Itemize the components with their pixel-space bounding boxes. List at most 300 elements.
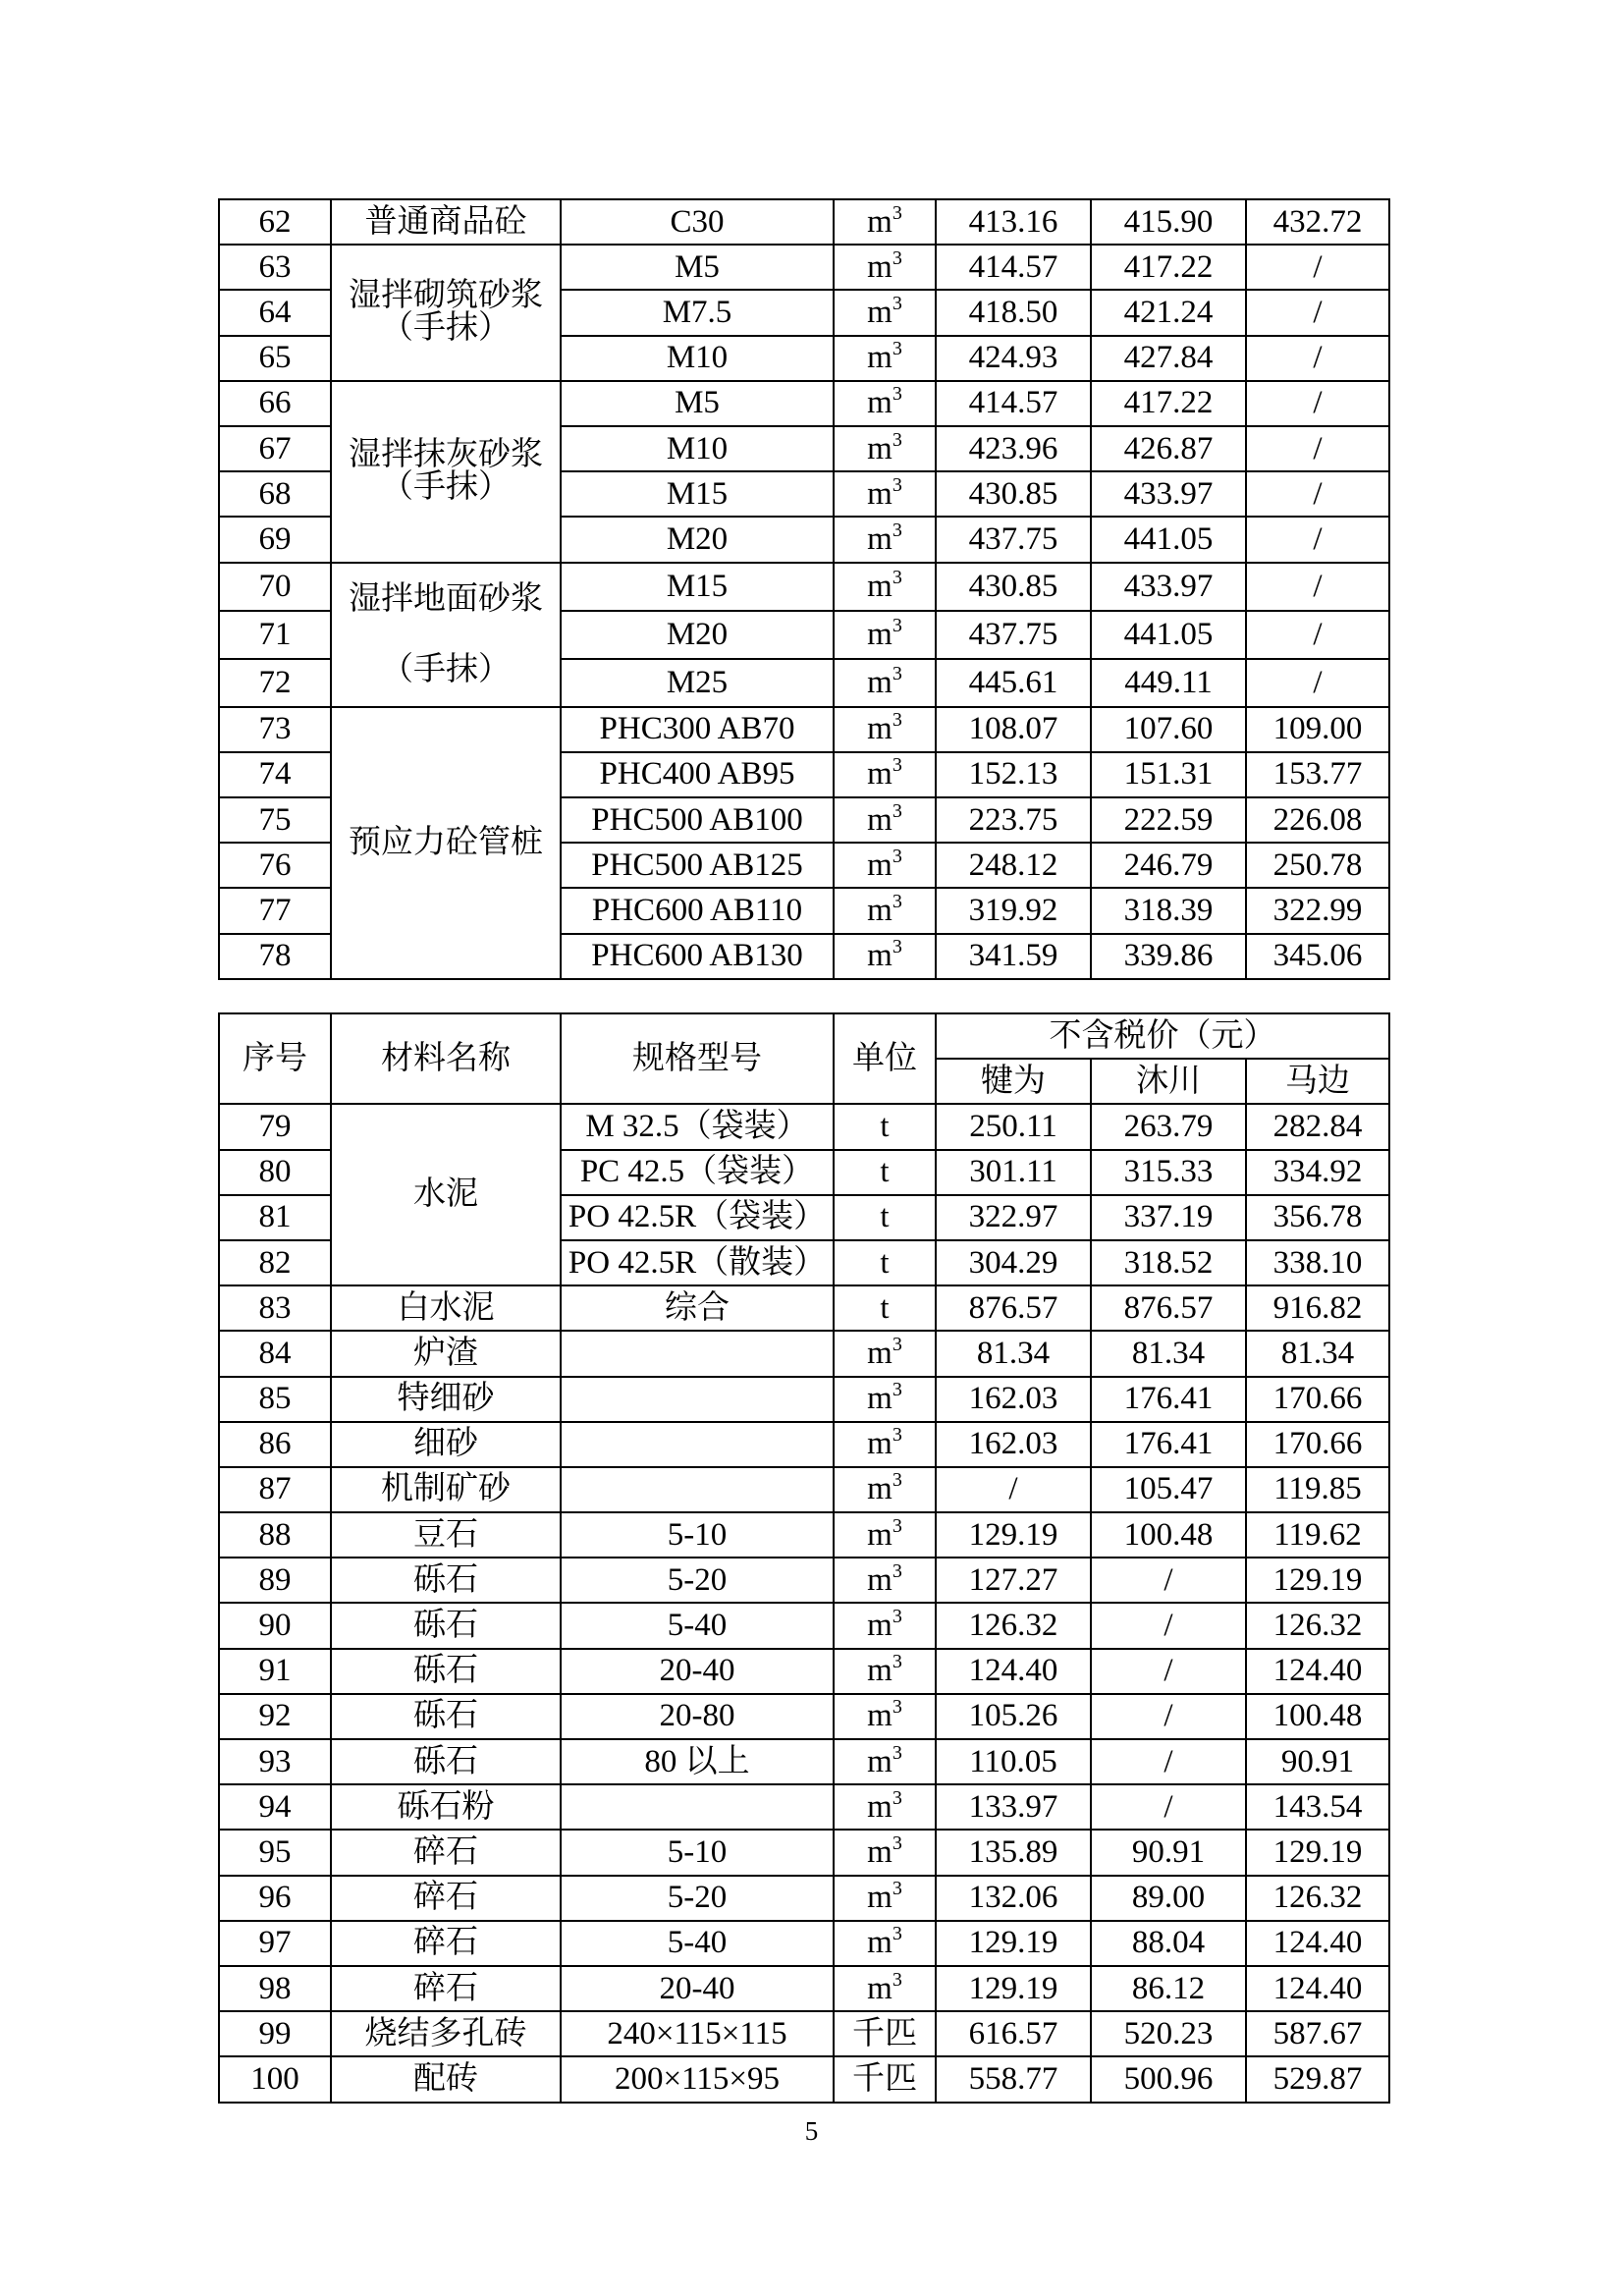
spec-cell: C30 [561,199,834,245]
unit-cell [834,1422,936,1467]
row-number: 75 [219,797,331,843]
spec-cell: PHC500 AB125 [561,843,834,888]
price-mabian: 282.84 [1246,1104,1389,1149]
price-mabian: 90.91 [1246,1739,1389,1784]
price-mabian: 345.06 [1246,934,1389,979]
unit-text: m [867,711,893,747]
row-number: 89 [219,1558,331,1603]
price-qianwei: 132.06 [936,1876,1091,1921]
unit-text: 千匹 [852,2060,917,2097]
unit-exponent: 3 [892,566,902,588]
unit-cell [834,517,936,562]
unit-text: t [880,1289,890,1326]
price-mabian: 126.32 [1246,1876,1389,1921]
table-row [219,1331,1389,1376]
unit-cell [834,1603,936,1648]
table-row [219,1921,1389,1966]
price-muchuan: 86.12 [1091,1966,1246,2011]
material-name: 白水泥 [331,1285,561,1331]
spec-cell: PHC600 AB130 [561,934,834,979]
row-number: 100 [219,2056,331,2102]
unit-text: m [867,1335,893,1371]
spec-cell [561,1467,834,1512]
unit-exponent: 3 [892,1559,902,1582]
row-number: 85 [219,1377,331,1422]
price-mabian: 126.32 [1246,1603,1389,1648]
table-row [219,1649,1389,1694]
price-qianwei: 162.03 [936,1422,1091,1467]
row-number: 95 [219,1830,331,1875]
unit-cell [834,1104,936,1149]
unit-exponent: 3 [892,1514,902,1537]
unit-text: m [867,1970,893,2006]
row-number: 98 [219,1966,331,2011]
material-name-group-line1: 湿拌砌筑砂浆 [349,278,543,314]
price-muchuan: / [1091,1649,1246,1694]
unit-cell [834,563,936,611]
price-muchuan: 433.97 [1091,563,1246,611]
price-mabian: 916.82 [1246,1285,1389,1331]
row-number: 87 [219,1467,331,1512]
price-qianwei: 304.29 [936,1240,1091,1285]
price-muchuan: / [1091,1739,1246,1784]
row-number: 66 [219,381,331,426]
header-price-excl-tax: 不含税价（元） [936,1013,1389,1059]
unit-text: m [867,664,893,700]
unit-exponent: 3 [892,614,902,636]
unit-exponent: 3 [892,799,902,822]
price-qianwei: 162.03 [936,1377,1091,1422]
unit-cell [834,1784,936,1830]
spec-cell: 20-40 [561,1966,834,2011]
unit-cell [834,199,936,245]
material-name: 炉渣 [331,1331,561,1376]
unit-cell [834,426,936,471]
unit-text: m [867,475,893,512]
material-name: 烧结多孔砖 [331,2011,561,2056]
unit-text: m [867,1471,893,1507]
row-number: 65 [219,336,331,381]
price-muchuan: 415.90 [1091,199,1246,245]
table2-header [219,1013,1389,1104]
price-mabian: 143.54 [1246,1784,1389,1830]
price-muchuan: / [1091,1603,1246,1648]
unit-exponent: 3 [892,754,902,777]
row-number: 73 [219,707,331,752]
price-muchuan: 876.57 [1091,1285,1246,1331]
row-number: 69 [219,517,331,562]
table-row [219,1603,1389,1648]
price-mabian: 100.48 [1246,1694,1389,1739]
unit-cell [834,1649,936,1694]
header-city-qianwei: 犍为 [936,1059,1091,1104]
unit-cell [834,1558,936,1603]
unit-cell [834,2011,936,2056]
table1-body [219,199,1389,979]
header-no: 序号 [219,1013,331,1104]
spec-cell: M10 [561,426,834,471]
spec-cell: 5-40 [561,1921,834,1966]
price-mabian: / [1246,563,1389,611]
page-number: 5 [804,2116,819,2146]
price-muchuan: 81.34 [1091,1331,1246,1376]
table-row [219,1467,1389,1512]
price-muchuan: 100.48 [1091,1512,1246,1558]
price-qianwei: 250.11 [936,1104,1091,1149]
price-qianwei: 319.92 [936,888,1091,933]
unit-cell [834,1467,936,1512]
unit-exponent: 3 [892,1878,902,1900]
unit-exponent: 3 [892,1379,902,1401]
material-name: 细砂 [331,1422,561,1467]
price-muchuan: 339.86 [1091,934,1246,979]
price-mabian: 356.78 [1246,1195,1389,1240]
unit-cell [834,381,936,426]
unit-cell [834,797,936,843]
material-name: 机制矿砂 [331,1467,561,1512]
unit-exponent: 3 [892,519,902,541]
spec-cell: PO 42.5R（袋装） [561,1195,834,1240]
price-qianwei: 430.85 [936,563,1091,611]
unit-exponent: 3 [892,1469,902,1492]
price-mabian: / [1246,659,1389,707]
table-row [219,245,1389,290]
unit-cell [834,707,936,752]
material-name: 砾石粉 [331,1784,561,1830]
price-qianwei: 129.19 [936,1966,1091,2011]
price-muchuan: 427.84 [1091,336,1246,381]
price-mabian: 124.40 [1246,1921,1389,1966]
price-mabian: 119.62 [1246,1512,1389,1558]
row-number: 62 [219,199,331,245]
unit-text: m [867,756,893,793]
spec-cell: PHC300 AB70 [561,707,834,752]
row-number: 92 [219,1694,331,1739]
price-qianwei: 423.96 [936,426,1091,471]
price-mabian: 587.67 [1246,2011,1389,2056]
price-mabian: 109.00 [1246,707,1389,752]
unit-exponent: 3 [892,1651,902,1673]
price-qianwei: 430.85 [936,471,1091,517]
spec-cell: PHC400 AB95 [561,752,834,797]
price-mabian: 124.40 [1246,1649,1389,1694]
price-table-continued [218,198,1390,980]
table-row [219,563,1389,611]
material-name-group: 预应力砼管桩 [331,707,561,979]
material-name: 特细砂 [331,1377,561,1422]
price-muchuan: / [1091,1694,1246,1739]
material-name: 砾石 [331,1694,561,1739]
unit-text: m [867,1381,893,1417]
header-city-mabian: 马边 [1246,1059,1389,1104]
unit-exponent: 3 [892,1741,902,1764]
price-mabian: / [1246,471,1389,517]
unit-cell [834,471,936,517]
row-number: 63 [219,245,331,290]
unit-text: m [867,340,893,376]
row-number: 88 [219,1512,331,1558]
unit-text: m [867,1653,893,1689]
unit-exponent: 3 [892,662,902,684]
price-mabian: 119.85 [1246,1467,1389,1512]
spec-cell: 5-40 [561,1603,834,1648]
row-number: 81 [219,1195,331,1240]
price-muchuan: 441.05 [1091,611,1246,659]
table-row [219,2056,1389,2102]
spec-cell: PC 42.5（袋装） [561,1150,834,1195]
price-muchuan: 449.11 [1091,659,1246,707]
spec-cell: 20-40 [561,1649,834,1694]
row-number: 80 [219,1150,331,1195]
unit-text: m [867,1788,893,1825]
unit-exponent: 3 [892,709,902,732]
price-qianwei: 616.57 [936,2011,1091,2056]
price-mabian: 432.72 [1246,199,1389,245]
row-number: 71 [219,611,331,659]
price-mabian: / [1246,611,1389,659]
unit-exponent: 3 [892,1786,902,1809]
price-muchuan: 433.97 [1091,471,1246,517]
price-qianwei: 110.05 [936,1739,1091,1784]
table-row [219,1876,1389,1921]
unit-cell [834,1512,936,1558]
material-name: 砾石 [331,1603,561,1648]
unit-text: m [867,1516,893,1553]
material-name-group-line2: （手抹） [381,652,511,688]
spec-cell [561,1377,834,1422]
spec-cell: 20-80 [561,1694,834,1739]
table-row [219,1512,1389,1558]
material-name: 豆石 [331,1512,561,1558]
price-mabian: 529.87 [1246,2056,1389,2102]
material-name: 砾石 [331,1558,561,1603]
price-qianwei: 322.97 [936,1195,1091,1240]
table-row [219,1285,1389,1331]
row-number: 64 [219,290,331,335]
price-muchuan: 176.41 [1091,1377,1246,1422]
spec-cell: 5-10 [561,1830,834,1875]
row-number: 93 [219,1739,331,1784]
spec-cell: 240×115×115 [561,2011,834,2056]
table-row [219,1966,1389,2011]
row-number: 99 [219,2011,331,2056]
price-muchuan: / [1091,1784,1246,1830]
row-number: 72 [219,659,331,707]
unit-text: m [867,847,893,883]
material-name-group [331,245,561,381]
spec-cell: 5-10 [561,1512,834,1558]
table-row [219,2011,1389,2056]
row-number: 68 [219,471,331,517]
spec-cell: M 32.5（袋装） [561,1104,834,1149]
row-number: 90 [219,1603,331,1648]
price-table [218,1012,1390,2104]
material-name-group-line1: 湿拌地面砂浆 [349,580,543,617]
unit-cell [834,1285,936,1331]
price-muchuan: 89.00 [1091,1876,1246,1921]
price-mabian: / [1246,426,1389,471]
price-qianwei: 424.93 [936,336,1091,381]
material-name: 碎石 [331,1966,561,2011]
unit-text: m [867,938,893,974]
unit-text: m [867,568,893,604]
unit-cell [834,1195,936,1240]
unit-exponent: 3 [892,1333,902,1355]
price-muchuan: 318.39 [1091,888,1246,933]
price-mabian: 334.92 [1246,1150,1389,1195]
price-qianwei: 248.12 [936,843,1091,888]
price-qianwei: 445.61 [936,659,1091,707]
material-name: 配砖 [331,2056,561,2102]
unit-text: 千匹 [852,2015,917,2051]
unit-exponent: 3 [892,383,902,406]
price-muchuan: 176.41 [1091,1422,1246,1467]
price-qianwei: 126.32 [936,1603,1091,1648]
row-number: 91 [219,1649,331,1694]
price-qianwei: 129.19 [936,1921,1091,1966]
spec-cell: 5-20 [561,1876,834,1921]
unit-text: t [880,1199,890,1235]
material-name-group [331,381,561,563]
price-qianwei: 105.26 [936,1694,1091,1739]
unit-text: m [867,294,893,330]
price-mabian: / [1246,381,1389,426]
price-qianwei: 413.16 [936,199,1091,245]
price-qianwei: 414.57 [936,245,1091,290]
material-name: 普通商品砼 [331,199,561,245]
price-mabian: 81.34 [1246,1331,1389,1376]
unit-text: m [867,1925,893,1961]
table-row [219,1558,1389,1603]
material-name: 碎石 [331,1830,561,1875]
price-qianwei: 81.34 [936,1331,1091,1376]
price-muchuan: 246.79 [1091,843,1246,888]
price-qianwei: 135.89 [936,1830,1091,1875]
table-row [219,1694,1389,1739]
unit-text: m [867,1698,893,1734]
row-number: 78 [219,934,331,979]
unit-cell [834,1331,936,1376]
unit-exponent: 3 [892,936,902,958]
unit-text: m [867,520,893,557]
price-mabian: 338.10 [1246,1240,1389,1285]
spec-cell [561,1784,834,1830]
material-name: 砾石 [331,1649,561,1694]
unit-text: t [880,1154,890,1190]
header-spec: 规格型号 [561,1013,834,1104]
spec-cell: M5 [561,245,834,290]
spec-cell: M15 [561,563,834,611]
price-qianwei: 437.75 [936,517,1091,562]
table-row [219,1377,1389,1422]
unit-exponent: 3 [892,1606,902,1628]
row-number: 79 [219,1104,331,1149]
price-qianwei: 108.07 [936,707,1091,752]
unit-text: m [867,430,893,466]
price-muchuan: 426.87 [1091,426,1246,471]
unit-cell [834,245,936,290]
price-mabian: 226.08 [1246,797,1389,843]
row-number: 84 [219,1331,331,1376]
table-row [219,381,1389,426]
unit-exponent: 3 [892,845,902,867]
unit-cell [834,1377,936,1422]
unit-cell [834,1876,936,1921]
unit-cell [834,843,936,888]
price-muchuan: 222.59 [1091,797,1246,843]
material-name-group-line1: 湿拌抹灰砂浆 [349,437,543,473]
header-material-name: 材料名称 [331,1013,561,1104]
price-qianwei: 418.50 [936,290,1091,335]
price-qianwei: 124.40 [936,1649,1091,1694]
unit-text: m [867,385,893,421]
unit-text: m [867,203,893,240]
price-muchuan: 105.47 [1091,1467,1246,1512]
spec-cell: M15 [561,471,834,517]
unit-exponent: 3 [892,891,902,913]
material-name-group-line2: （手抹） [381,469,511,506]
header-unit: 单位 [834,1013,936,1104]
price-mabian: / [1246,245,1389,290]
spec-cell: M10 [561,336,834,381]
unit-text: m [867,1743,893,1779]
row-number: 83 [219,1285,331,1331]
material-name-group-line2: （手抹） [381,310,511,347]
price-muchuan: 421.24 [1091,290,1246,335]
material-name: 碎石 [331,1876,561,1921]
row-number: 77 [219,888,331,933]
unit-text: m [867,1561,893,1598]
spec-cell: 80 以上 [561,1739,834,1784]
spec-cell: PHC600 AB110 [561,888,834,933]
price-muchuan: 107.60 [1091,707,1246,752]
unit-exponent: 3 [892,473,902,496]
price-mabian: 129.19 [1246,1830,1389,1875]
price-mabian: / [1246,336,1389,381]
price-mabian: 250.78 [1246,843,1389,888]
unit-text: t [880,1108,890,1144]
unit-exponent: 3 [892,338,902,360]
row-number: 96 [219,1876,331,1921]
price-qianwei: 152.13 [936,752,1091,797]
price-qianwei: 127.27 [936,1558,1091,1603]
price-mabian: 170.66 [1246,1422,1389,1467]
price-qianwei: 876.57 [936,1285,1091,1331]
unit-exponent: 3 [892,1424,902,1447]
spec-cell: 综合 [561,1285,834,1331]
unit-text: m [867,801,893,838]
unit-cell [834,752,936,797]
row-number: 74 [219,752,331,797]
unit-exponent: 3 [892,292,902,314]
table-row [219,1422,1389,1467]
price-muchuan: 318.52 [1091,1240,1246,1285]
unit-cell [834,1694,936,1739]
material-name: 砾石 [331,1739,561,1784]
table-row [219,199,1389,245]
unit-text: m [867,616,893,652]
table-row [219,707,1389,752]
unit-cell [834,611,936,659]
price-muchuan: 441.05 [1091,517,1246,562]
price-qianwei: 301.11 [936,1150,1091,1195]
price-mabian: / [1246,517,1389,562]
material-name-group [331,563,561,707]
spec-cell: PO 42.5R（散装） [561,1240,834,1285]
unit-cell [834,1830,936,1875]
price-qianwei: 223.75 [936,797,1091,843]
price-muchuan: 417.22 [1091,381,1246,426]
